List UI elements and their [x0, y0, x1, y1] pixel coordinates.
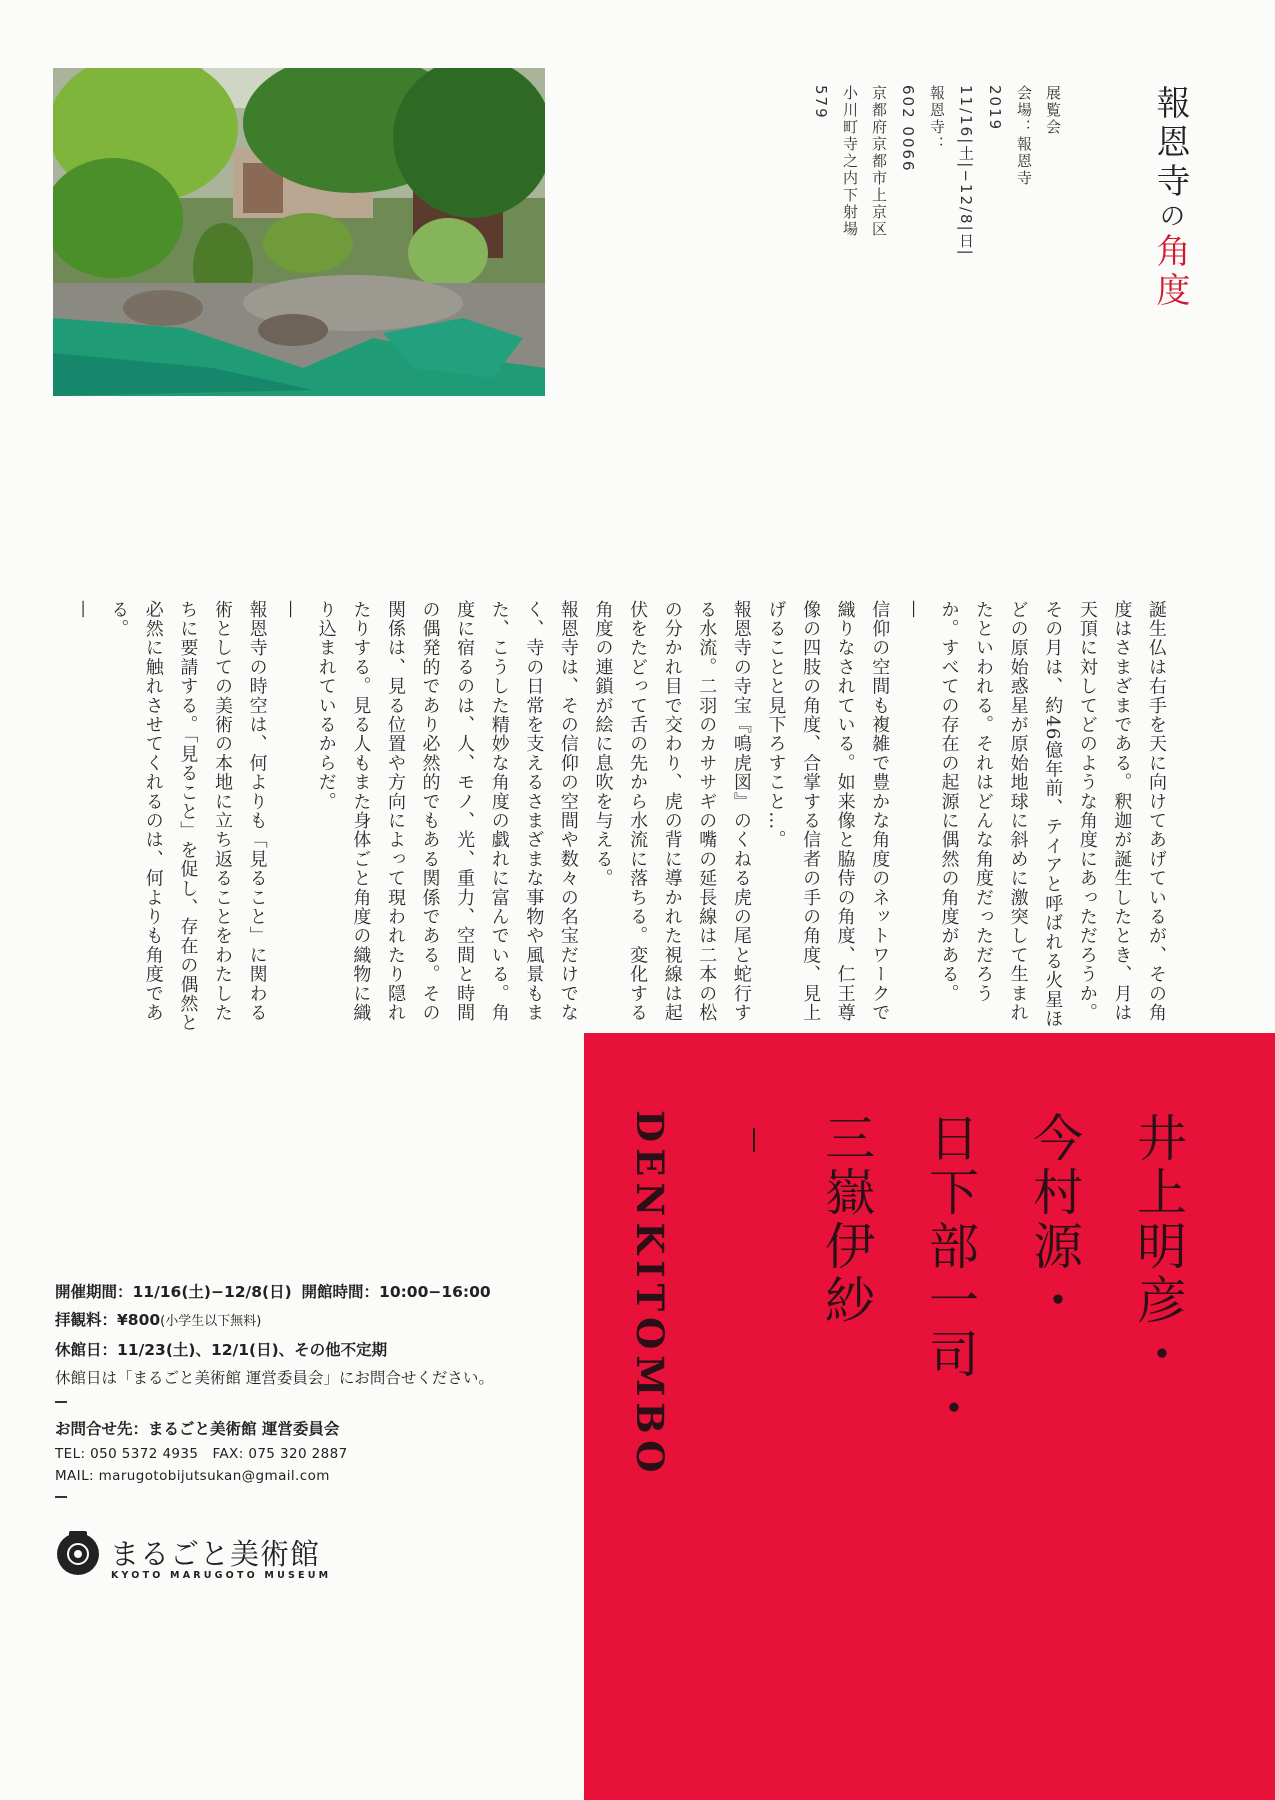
tel: TEL: 050 5372 4935 — [55, 1446, 199, 1462]
essay-paragraph: 報恩寺は、その信仰の空間や数々の名宝だけでなく、寺の日常を支えるさまざまな事物や風景もまた、こうした精妙な角度の戯れに富んでいる。角度に宿るのは、人、モノ、光、重力、空間と時間の偶発的であり必然的でもある関係である。その関係は、見る位置や方向によって現われたり隠れたりする。見る人もまた身体ごと角度の織物に織り込まれているからだ。 — [315, 600, 579, 1023]
fax: FAX: 075 320 2887 — [212, 1446, 348, 1462]
meta-line: 京都府京都市上京区 — [870, 85, 888, 238]
essay-paragraph: 誕生仏は右手を天に向けてあげているが、その角度はさまざまである。釈迦が誕生したとき、月は天頂に対してどのような角度にあっただろうか。その月は、約46億年前、テイアと呼ばれる火星ほどの原始惑星が原始地球に斜めに激突して生まれたといわれる。それはどんな角度だっただろうか。すべての存在の起源に偶然の角度がある。 — [938, 600, 1167, 1029]
period-value: 11/16(土)−12/8(日) — [132, 1283, 292, 1301]
meta-line: 小川町寺之内下射場 — [841, 85, 859, 238]
meta-line: 展覧会 — [1044, 85, 1062, 136]
essay-paragraph: 報恩寺の寺宝『鳴虎図』のくねる虎の尾と蛇行する水流。二羽のカササギの嘴の延長線は二本の松の分かれ目で交わり、虎の背に導かれた視線は起伏をたどって舌の先から水流に落ちる。変化する角度の連鎖が絵に息吹を与える。 — [592, 600, 752, 1023]
essay-paragraph: 信仰の空間も複雑で豊かな角度のネットワークで織りなされている。如来像と脇侍の角度、仁王尊像の四肢の角度、合掌する信者の手の角度、見上げることと見下ろすこと…。 — [765, 600, 891, 1023]
fee-line — [55, 1306, 494, 1336]
meta-line: 会場：報恩寺 — [1015, 85, 1033, 187]
garden-photo — [53, 68, 545, 396]
closed-line — [55, 1336, 494, 1364]
logo-name: まるごと美術館 — [110, 1537, 321, 1571]
essay — [66, 600, 1173, 1040]
fee-note: (小学生以下無料) — [160, 1314, 262, 1329]
essay-divider: — — [281, 600, 303, 620]
info-divider — [55, 1496, 67, 1498]
closed-label: 休館日： — [55, 1341, 118, 1359]
panel-divider — [753, 1128, 755, 1152]
closed-value: 11/23(土)、12/1(日)、その他不定期 — [117, 1341, 388, 1359]
logo-subtitle: KYOTO MARUGOTO MUSEUM — [111, 1570, 332, 1581]
essay-divider: — — [903, 600, 925, 620]
museum-logo — [55, 1530, 355, 1590]
info-divider — [55, 1401, 67, 1403]
phone-line — [55, 1443, 494, 1465]
contact-label: お問合せ先： — [55, 1420, 149, 1438]
visitor-info — [55, 1278, 494, 1510]
hours-label: 開館時間： — [301, 1283, 380, 1301]
exhibition-title — [1146, 85, 1195, 311]
closed-note: 休館日は「まるごと美術館 運営委員会」にお問合せください。 — [55, 1369, 494, 1387]
museum-logo-icon — [55, 1530, 101, 1576]
essay-divider: — — [73, 600, 95, 620]
email[interactable]: MAIL: marugotobijutsukan@gmail.com — [55, 1468, 330, 1484]
period-label: 開催期間： — [55, 1283, 133, 1301]
group-name: DENKITOMBO — [628, 1110, 672, 1479]
meta-line: 579 — [812, 85, 830, 120]
artist-name: 今村源・ — [1025, 1112, 1083, 1328]
essay-paragraph: 報恩寺の時空は、何よりも「見ること」に関わる術としての美術の本地に立ち返ることをわたしたちに要請する。「見ること」を促し、存在の偶然と必然に触れさせてくれるのは、何よりも角度である。 — [108, 600, 268, 1033]
period-line — [55, 1278, 494, 1306]
artist-name: 日下部一司・ — [921, 1112, 979, 1436]
artist-name: 三嶽伊紗 — [817, 1112, 875, 1328]
contact-value: まるごと美術館 運営委員会 — [148, 1420, 340, 1438]
exhibition-meta — [806, 85, 1067, 257]
title-particle: の — [1155, 202, 1185, 233]
fee-value: ¥800 — [117, 1311, 161, 1329]
hours-value: 10:00−16:00 — [379, 1283, 491, 1301]
artist-names — [794, 1112, 1210, 1436]
meta-line: 11/16|土|−12/8|日| — [957, 85, 975, 257]
artist-name: 井上明彦・ — [1129, 1112, 1187, 1382]
meta-line: 報恩寺： — [928, 85, 946, 153]
fee-label: 拝観料： — [55, 1311, 118, 1329]
meta-line: 602 0066 — [899, 85, 917, 173]
title-prefix: 報恩寺 — [1150, 85, 1190, 202]
meta-line: 2019 — [986, 85, 1004, 132]
title-accent: 角度 — [1150, 233, 1190, 311]
contact-line — [55, 1415, 494, 1443]
